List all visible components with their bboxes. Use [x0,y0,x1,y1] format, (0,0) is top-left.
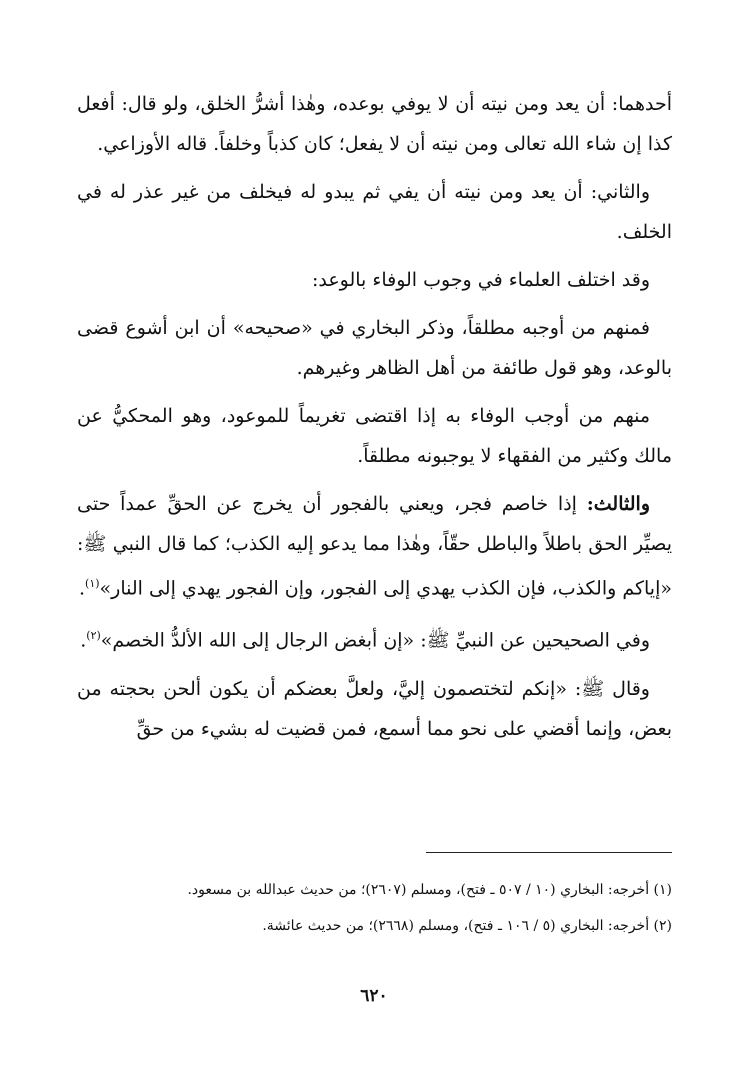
paragraph-8: وقال ﷺ: «إنكم لتختصمون إليَّ، ولعلَّ بعضكم أن يكون ألحن بحجته من بعض، وإنما أقضي على نحو مما أسمع، فمن قضيت له بشيء من حقِّ [77,677,672,740]
paragraph-7-end: . [80,629,87,652]
footnote-ref-1: (١) [85,577,100,590]
paragraph-7 [77,616,672,660]
paragraph-6-end: . [78,577,86,600]
footnotes [77,874,672,946]
paragraph-1: أحدهما: أن يعد ومن نيته أن لا يوفي بوعده، وهٰذا أشرُّ الخلق، ولو قال: أفعل كذا إن شاء الله تعالى ومن نيته أن لا يفعل؛ كان كذباً وخلفاً. قاله الأوزاعي. [77,93,672,155]
footnote-2: (٢) أخرجه: البخاري (٥ / ١٠٦ ـ فتح)، ومسلم (٢٦٦٨)؛ من حديث عائشة. [262,918,672,934]
paragraph-6-text: إذا خاصم فجر، ويعني بالفجور أن يخرج عن الحقِّ عمداً حتى يصيِّر الحق باطلاً والباطل حقّاً، وهٰذا مما يدعو إليه الكذب؛ كما قال النبي ﷺ: «إياكم والكذب، فإن الكذب يهدي إلى الفجور، وإن الفجور يهدي إلى النار» [77,493,672,600]
paragraph-4: فمنهم من أوجبه مطلقاً، وذكر البخاري في «صحيحه» أن ابن أشوع قضى بالوعد، وهو قول طائفة من أهل الظاهر وغيرهم. [77,317,672,379]
footnote-1: (١) أخرجه: البخاري (١٠ / ٥٠٧ ـ فتح)، ومسلم (٢٦٠٧)؛ من حديث عبدالله بن مسعود. [187,882,672,898]
paragraph-5: منهم من أوجب الوفاء به إذا اقتضى تغريماً للموعود، وهو المحكيُّ عن مالك وكثير من الفقهاء لا يوجبونه مطلقاً. [77,405,672,467]
footnote-ref-2: (٢) [86,629,101,643]
paragraph-6-lead: والثالث: [586,493,650,515]
paragraph-6 [77,484,672,608]
paragraph-3: وقد اختلف العلماء في وجوب الوفاء بالوعد: [311,269,650,291]
page-number: ٦٢٠ [360,986,388,1006]
footnote-divider [426,852,672,853]
main-text [77,84,672,757]
paragraph-7-text: وفي الصحيحين عن النبيِّ ﷺ: «إن أبغض الرجال إلى الله الألدُّ الخصم» [100,629,650,652]
paragraph-2: والثاني: أن يعد ومن نيته أن يفي ثم يبدو له فيخلف من غير عذر له في الخلف. [77,181,672,243]
